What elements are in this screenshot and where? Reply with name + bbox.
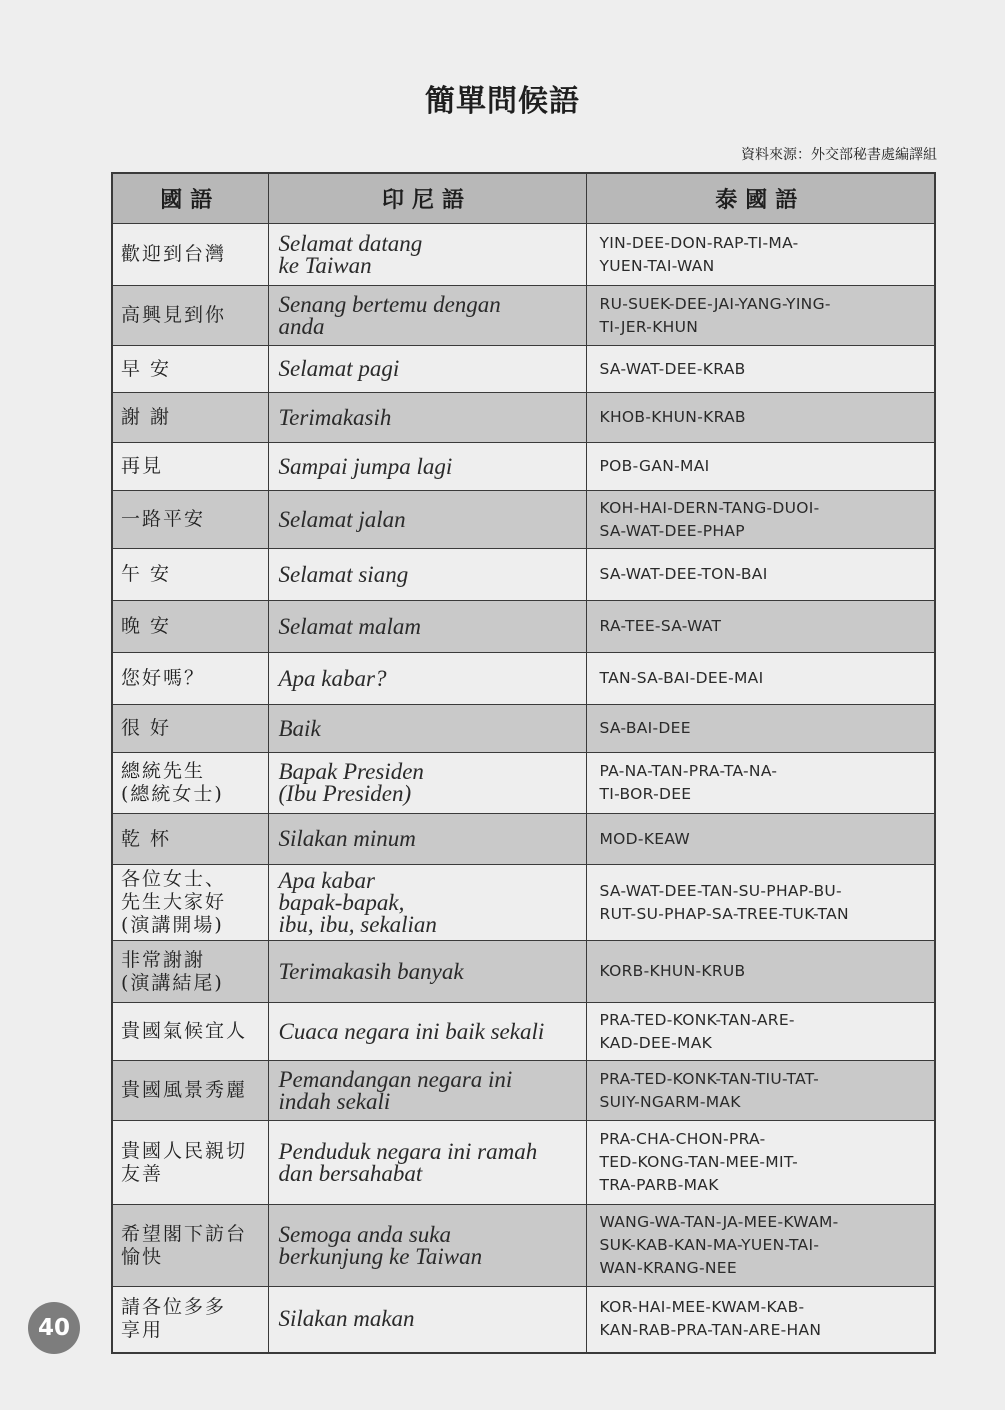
indonesian-cell: Penduduk negara ini ramah dan bersahabat bbox=[268, 1121, 586, 1205]
thai-cell: RA-TEE-SA-WAT bbox=[586, 601, 935, 653]
table-row bbox=[112, 705, 935, 753]
indonesian-cell: Silakan minum bbox=[268, 814, 586, 865]
indonesian-cell: Bapak Presiden (Ibu Presiden) bbox=[268, 753, 586, 814]
chinese-cell: 非常謝謝 (演講結尾) bbox=[112, 941, 268, 1003]
indonesian-cell: Selamat jalan bbox=[268, 491, 586, 549]
chinese-cell: 早 安 bbox=[112, 346, 268, 393]
chinese-cell: 您好嗎？ bbox=[112, 653, 268, 705]
thai-cell: SA-WAT-DEE-TON-BAI bbox=[586, 549, 935, 601]
chinese-cell: 希望閣下訪台 愉快 bbox=[112, 1205, 268, 1287]
thai-cell: SA-BAI-DEE bbox=[586, 705, 935, 753]
page-number-badge: 40 bbox=[28, 1302, 80, 1354]
table-row bbox=[112, 753, 935, 814]
chinese-cell: 高興見到你 bbox=[112, 286, 268, 346]
indonesian-cell: Terimakasih banyak bbox=[268, 941, 586, 1003]
thai-cell: YIN-DEE-DON-RAP-TI-MA- YUEN-TAI-WAN bbox=[586, 224, 935, 286]
table-row bbox=[112, 865, 935, 941]
table-row bbox=[112, 814, 935, 865]
thai-cell: PRA-TED-KONK-TAN-ARE- KAD-DEE-MAK bbox=[586, 1003, 935, 1061]
indonesian-cell: Pemandangan negara ini indah sekali bbox=[268, 1061, 586, 1121]
thai-cell: PA-NA-TAN-PRA-TA-NA- TI-BOR-DEE bbox=[586, 753, 935, 814]
indonesian-cell: Semoga anda suka berkunjung ke Taiwan bbox=[268, 1205, 586, 1287]
thai-cell: PRA-TED-KONK-TAN-TIU-TAT- SUIY-NGARM-MAK bbox=[586, 1061, 935, 1121]
table-row bbox=[112, 393, 935, 443]
chinese-cell: 謝 謝 bbox=[112, 393, 268, 443]
table-row bbox=[112, 549, 935, 601]
thai-cell: MOD-KEAW bbox=[586, 814, 935, 865]
thai-cell: PRA-CHA-CHON-PRA- TED-KONG-TAN-MEE-MIT- TRA-PARB-MAK bbox=[586, 1121, 935, 1205]
source-note: 資料來源：外交部秘書處編譯組 bbox=[741, 147, 937, 163]
table-row bbox=[112, 443, 935, 491]
phrase-table bbox=[111, 172, 936, 1354]
indonesian-cell: Apa kabar bapak-bapak, ibu, ibu, sekalian bbox=[268, 865, 586, 941]
header-indonesian: 印尼語 bbox=[268, 173, 586, 224]
table-row bbox=[112, 601, 935, 653]
table-row bbox=[112, 941, 935, 1003]
chinese-cell: 歡迎到台灣 bbox=[112, 224, 268, 286]
thai-cell: WANG-WA-TAN-JA-MEE-KWAM- SUK-KAB-KAN-MA-YUEN-TAI- WAN-KRANG-NEE bbox=[586, 1205, 935, 1287]
table-row bbox=[112, 491, 935, 549]
chinese-cell: 一路平安 bbox=[112, 491, 268, 549]
chinese-cell: 乾 杯 bbox=[112, 814, 268, 865]
table-row bbox=[112, 224, 935, 286]
chinese-cell: 貴國人民親切 友善 bbox=[112, 1121, 268, 1205]
table-row bbox=[112, 346, 935, 393]
table-row bbox=[112, 1121, 935, 1205]
table-row bbox=[112, 1003, 935, 1061]
thai-cell: RU-SUEK-DEE-JAI-YANG-YING- TI-JER-KHUN bbox=[586, 286, 935, 346]
chinese-cell: 請各位多多 享用 bbox=[112, 1287, 268, 1353]
phrase-rows bbox=[112, 224, 935, 1353]
table-row bbox=[112, 653, 935, 705]
chinese-cell: 午 安 bbox=[112, 549, 268, 601]
chinese-cell: 各位女士、 先生大家好 (演講開場) bbox=[112, 865, 268, 941]
thai-cell: TAN-SA-BAI-DEE-MAI bbox=[586, 653, 935, 705]
table-row bbox=[112, 286, 935, 346]
chinese-cell: 再見 bbox=[112, 443, 268, 491]
chinese-cell: 貴國氣候宜人 bbox=[112, 1003, 268, 1061]
indonesian-cell: Sampai jumpa lagi bbox=[268, 443, 586, 491]
thai-cell: POB-GAN-MAI bbox=[586, 443, 935, 491]
chinese-cell: 貴國風景秀麗 bbox=[112, 1061, 268, 1121]
indonesian-cell: Apa kabar? bbox=[268, 653, 586, 705]
thai-cell: KOH-HAI-DERN-TANG-DUOI- SA-WAT-DEE-PHAP bbox=[586, 491, 935, 549]
indonesian-cell: Silakan makan bbox=[268, 1287, 586, 1353]
indonesian-cell: Selamat siang bbox=[268, 549, 586, 601]
indonesian-cell: Baik bbox=[268, 705, 586, 753]
header-thai: 泰國語 bbox=[586, 173, 935, 224]
table-row bbox=[112, 1205, 935, 1287]
header-chinese: 國語 bbox=[112, 173, 268, 224]
thai-cell: KHOB-KHUN-KRAB bbox=[586, 393, 935, 443]
indonesian-cell: Selamat pagi bbox=[268, 346, 586, 393]
thai-cell: KOR-HAI-MEE-KWAM-KAB- KAN-RAB-PRA-TAN-ARE-HAN bbox=[586, 1287, 935, 1353]
indonesian-cell: Terimakasih bbox=[268, 393, 586, 443]
thai-cell: SA-WAT-DEE-KRAB bbox=[586, 346, 935, 393]
chinese-cell: 總統先生 (總統女士) bbox=[112, 753, 268, 814]
indonesian-cell: Cuaca negara ini baik sekali bbox=[268, 1003, 586, 1061]
thai-cell: KORB-KHUN-KRUB bbox=[586, 941, 935, 1003]
indonesian-cell: Selamat malam bbox=[268, 601, 586, 653]
chinese-cell: 晚 安 bbox=[112, 601, 268, 653]
thai-cell: SA-WAT-DEE-TAN-SU-PHAP-BU- RUT-SU-PHAP-SA-TREE-TUK-TAN bbox=[586, 865, 935, 941]
table-row bbox=[112, 1061, 935, 1121]
indonesian-cell: Selamat datang ke Taiwan bbox=[268, 224, 586, 286]
table-header-row bbox=[112, 173, 935, 224]
table-row bbox=[112, 1287, 935, 1353]
page-title: 簡單問候語 bbox=[425, 84, 580, 119]
indonesian-cell: Senang bertemu dengan anda bbox=[268, 286, 586, 346]
chinese-cell: 很 好 bbox=[112, 705, 268, 753]
